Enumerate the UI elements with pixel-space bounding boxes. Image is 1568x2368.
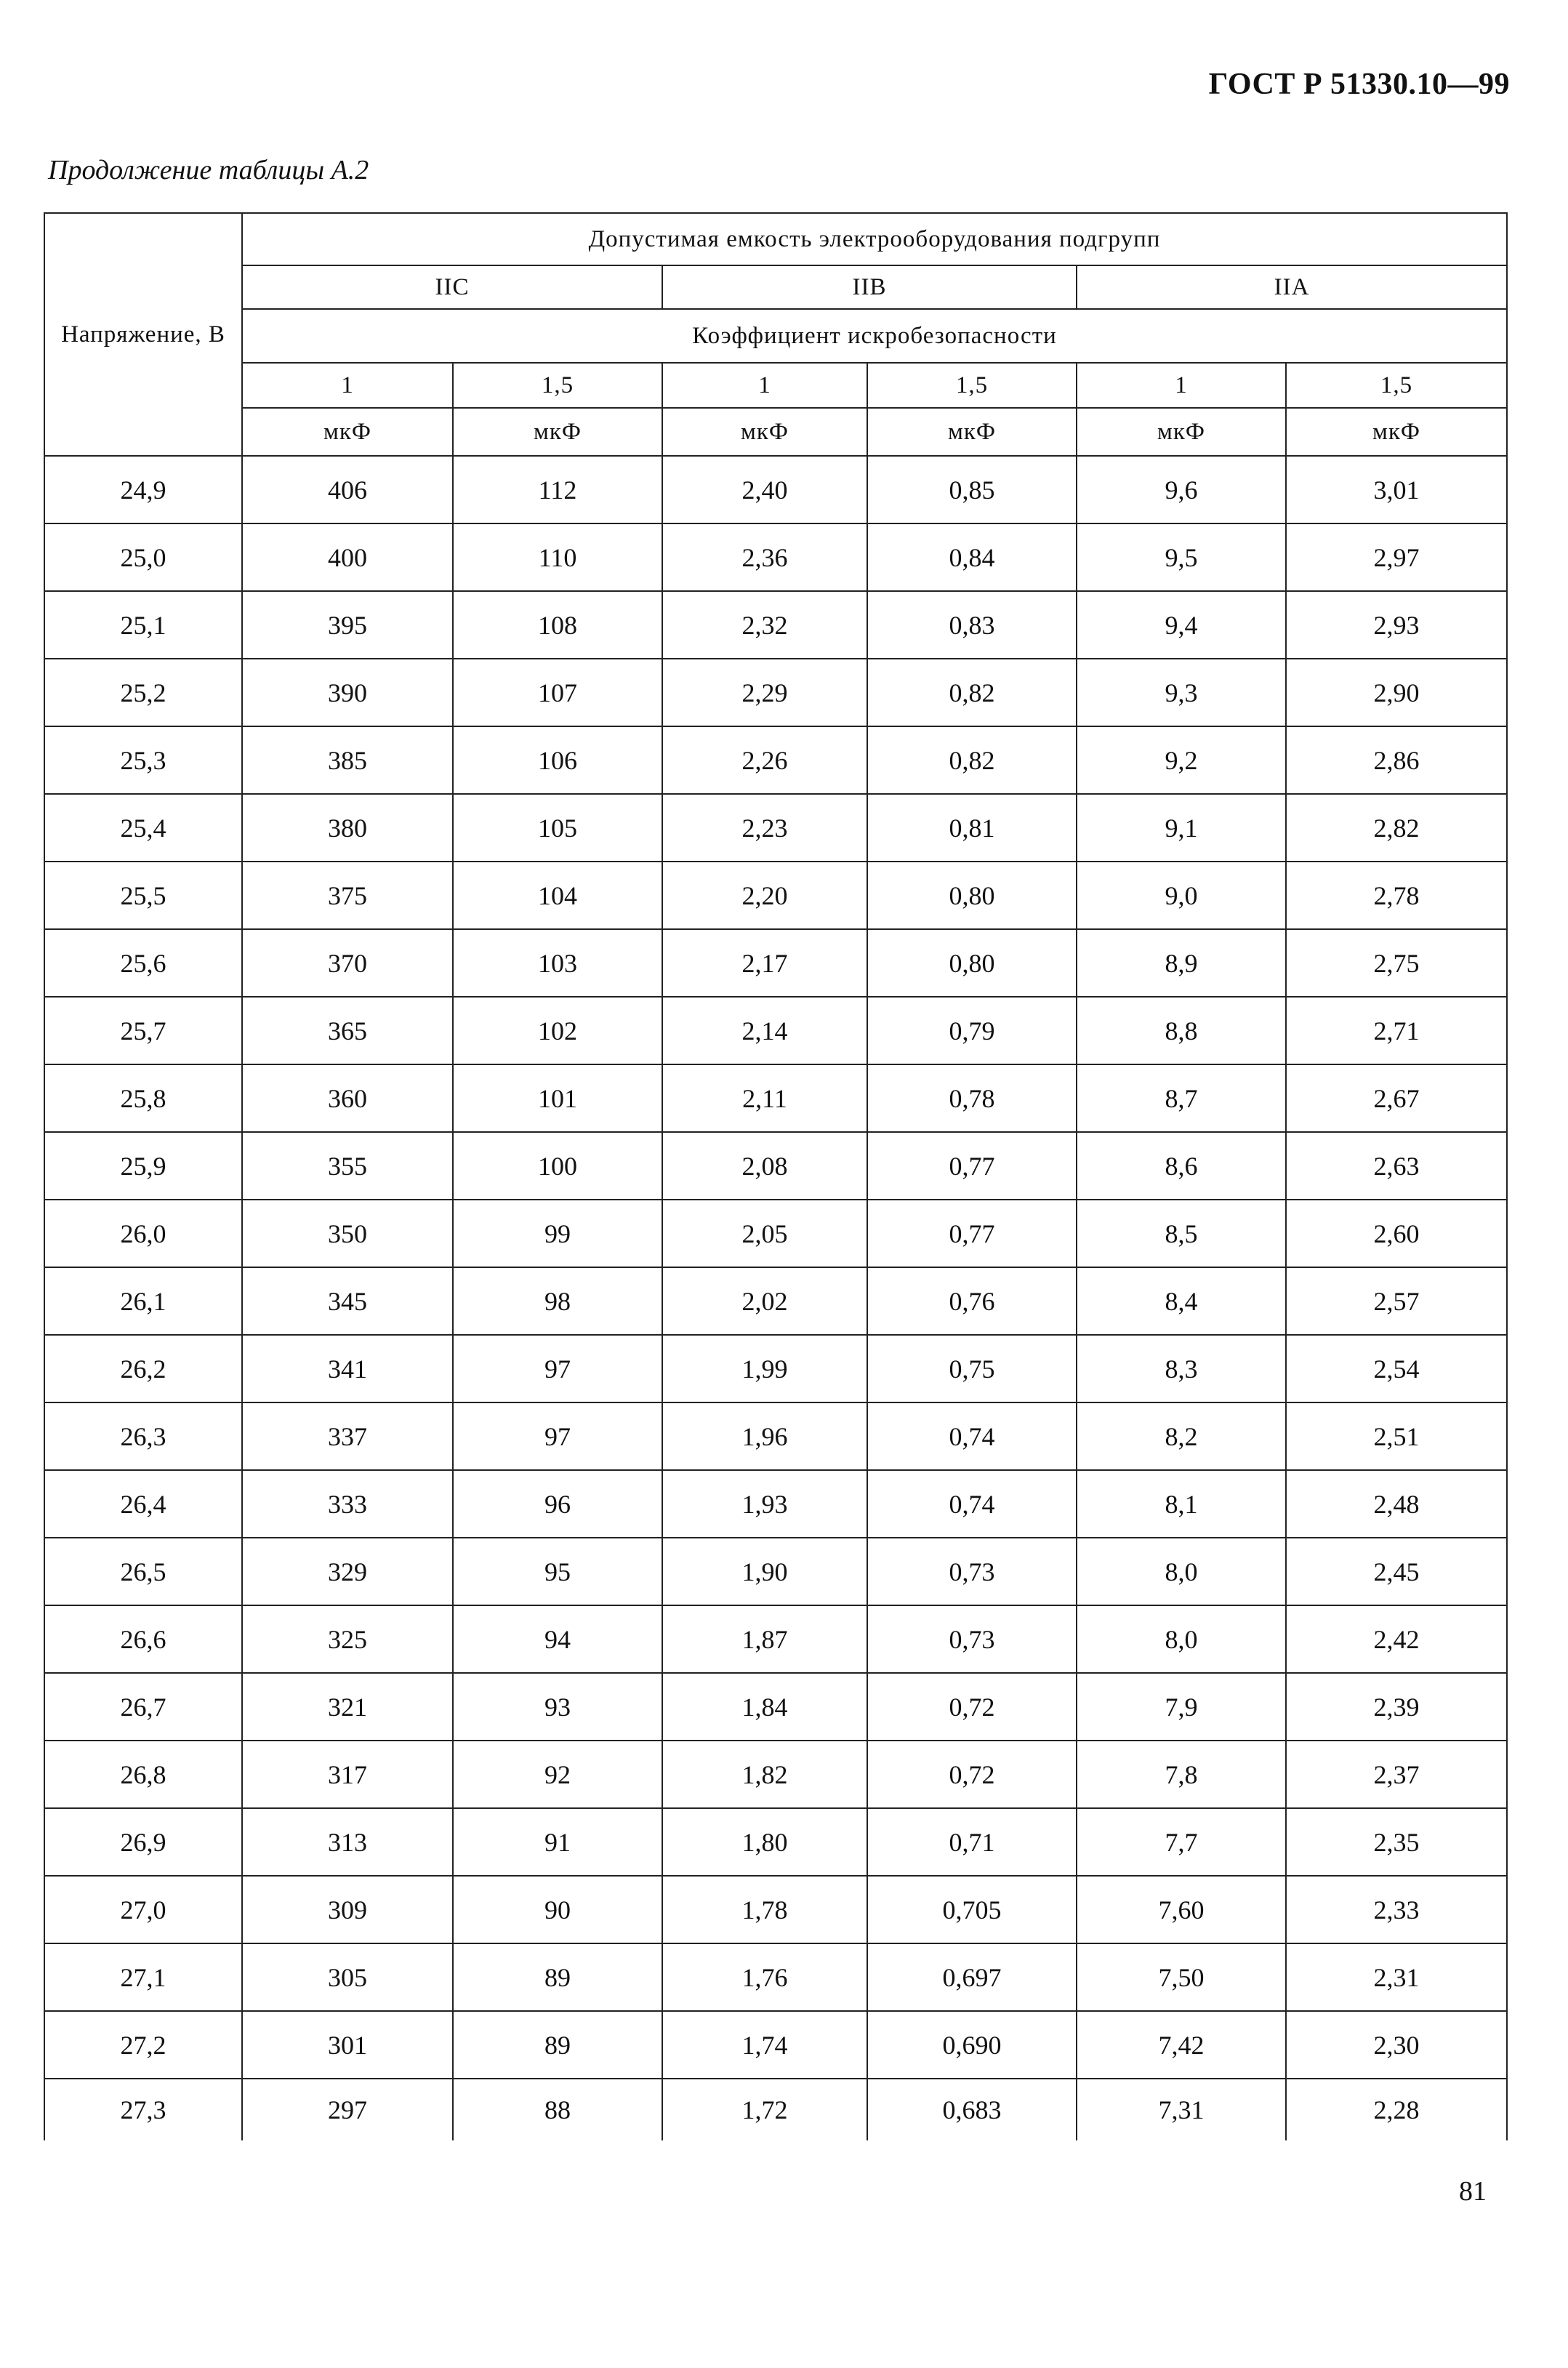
iia-k1-cell: 8,3 [1077,1335,1286,1402]
iic-k15-cell: 99 [453,1200,662,1267]
iic-k1-cell: 309 [242,1876,453,1943]
iia-k15-cell: 2,45 [1286,1538,1507,1605]
voltage-cell: 26,3 [44,1402,242,1470]
group-header-iia: IIA [1077,265,1507,309]
iib-k15-cell: 0,683 [867,2079,1077,2140]
iib-k1-cell: 1,82 [662,1741,867,1808]
voltage-cell: 27,3 [44,2079,242,2140]
coefficient-value: 1,5 [1286,363,1507,408]
iia-k1-cell: 8,5 [1077,1200,1286,1267]
iia-k15-cell: 2,37 [1286,1741,1507,1808]
iic-k1-cell: 345 [242,1267,453,1335]
voltage-cell: 25,8 [44,1064,242,1132]
voltage-header: Напряжение, В [44,213,242,456]
iia-k1-cell: 8,4 [1077,1267,1286,1335]
table-row [44,1200,1507,1267]
table-row [44,929,1507,997]
iib-k1-cell: 2,17 [662,929,867,997]
document-code: ГОСТ Р 51330.10—99 [1208,68,1510,101]
iia-k1-cell: 7,7 [1077,1808,1286,1876]
table-row [44,1673,1507,1741]
iib-k15-cell: 0,77 [867,1132,1077,1200]
voltage-cell: 25,1 [44,591,242,659]
iib-k1-cell: 1,78 [662,1876,867,1943]
iia-k15-cell: 2,57 [1286,1267,1507,1335]
iib-k15-cell: 0,705 [867,1876,1077,1943]
iia-k15-cell: 2,48 [1286,1470,1507,1538]
iib-k15-cell: 0,78 [867,1064,1077,1132]
table-row [44,1402,1507,1470]
iic-k1-cell: 341 [242,1335,453,1402]
header-row-coefficient-values [44,363,1507,408]
iia-k15-cell: 2,82 [1286,794,1507,862]
voltage-cell: 25,6 [44,929,242,997]
iib-k15-cell: 0,83 [867,591,1077,659]
iib-k1-cell: 2,05 [662,1200,867,1267]
iic-k1-cell: 297 [242,2079,453,2140]
voltage-cell: 24,9 [44,456,242,523]
iia-k15-cell: 2,97 [1286,523,1507,591]
iia-k15-cell: 2,51 [1286,1402,1507,1470]
iib-k1-cell: 1,76 [662,1943,867,2011]
iia-k1-cell: 9,5 [1077,523,1286,591]
voltage-cell: 25,0 [44,523,242,591]
iia-k1-cell: 8,1 [1077,1470,1286,1538]
capacity-header: Допустимая емкость электрооборудования подгрупп [242,213,1507,265]
iia-k15-cell: 2,63 [1286,1132,1507,1200]
iia-k15-cell: 2,67 [1286,1064,1507,1132]
iia-k1-cell: 8,6 [1077,1132,1286,1200]
iic-k1-cell: 313 [242,1808,453,1876]
iib-k15-cell: 0,71 [867,1808,1077,1876]
iia-k15-cell: 2,35 [1286,1808,1507,1876]
voltage-cell: 26,4 [44,1470,242,1538]
iia-k1-cell: 8,0 [1077,1538,1286,1605]
iia-k1-cell: 7,8 [1077,1741,1286,1808]
iic-k15-cell: 107 [453,659,662,726]
iib-k15-cell: 0,80 [867,929,1077,997]
iib-k1-cell: 1,87 [662,1605,867,1673]
table-row [44,1267,1507,1335]
iib-k1-cell: 2,14 [662,997,867,1064]
iib-k1-cell: 2,08 [662,1132,867,1200]
table-container [44,212,1506,2140]
iic-k1-cell: 337 [242,1402,453,1470]
iia-k1-cell: 9,0 [1077,862,1286,929]
iic-k15-cell: 89 [453,2011,662,2079]
voltage-cell: 26,8 [44,1741,242,1808]
voltage-cell: 27,0 [44,1876,242,1943]
iic-k15-cell: 93 [453,1673,662,1741]
voltage-cell: 26,9 [44,1808,242,1876]
iic-k15-cell: 94 [453,1605,662,1673]
iib-k1-cell: 2,11 [662,1064,867,1132]
iic-k15-cell: 92 [453,1741,662,1808]
iia-k1-cell: 8,2 [1077,1402,1286,1470]
voltage-cell: 25,9 [44,1132,242,1200]
iia-k1-cell: 9,1 [1077,794,1286,862]
iia-k1-cell: 8,7 [1077,1064,1286,1132]
table-row [44,726,1507,794]
table-row [44,1335,1507,1402]
iia-k15-cell: 2,42 [1286,1605,1507,1673]
iib-k1-cell: 1,93 [662,1470,867,1538]
iic-k15-cell: 106 [453,726,662,794]
table-row [44,1943,1507,2011]
iib-k15-cell: 0,74 [867,1402,1077,1470]
iia-k1-cell: 7,9 [1077,1673,1286,1741]
iia-k15-cell: 2,78 [1286,862,1507,929]
iic-k1-cell: 380 [242,794,453,862]
capacitance-table [44,212,1508,2140]
iib-k15-cell: 0,73 [867,1538,1077,1605]
iib-k1-cell: 2,23 [662,794,867,862]
iib-k15-cell: 0,81 [867,794,1077,862]
iib-k15-cell: 0,82 [867,659,1077,726]
iib-k15-cell: 0,75 [867,1335,1077,1402]
voltage-cell: 26,1 [44,1267,242,1335]
iia-k15-cell: 2,75 [1286,929,1507,997]
iic-k15-cell: 102 [453,997,662,1064]
iib-k1-cell: 2,20 [662,862,867,929]
iia-k1-cell: 8,8 [1077,997,1286,1064]
unit-label: мкФ [1077,408,1286,456]
iic-k1-cell: 406 [242,456,453,523]
iia-k15-cell: 2,90 [1286,659,1507,726]
table-row [44,591,1507,659]
iic-k15-cell: 97 [453,1335,662,1402]
iia-k1-cell: 7,31 [1077,2079,1286,2140]
iic-k15-cell: 95 [453,1538,662,1605]
coefficient-value: 1,5 [453,363,662,408]
iia-k15-cell: 2,30 [1286,2011,1507,2079]
group-header-iic: IIC [242,265,662,309]
iia-k15-cell: 2,39 [1286,1673,1507,1741]
iib-k1-cell: 1,90 [662,1538,867,1605]
coefficient-value: 1 [242,363,453,408]
group-header-iib: IIB [662,265,1077,309]
iib-k1-cell: 2,02 [662,1267,867,1335]
iic-k15-cell: 97 [453,1402,662,1470]
iic-k1-cell: 317 [242,1741,453,1808]
iia-k1-cell: 9,3 [1077,659,1286,726]
iic-k1-cell: 325 [242,1605,453,1673]
iib-k1-cell: 2,36 [662,523,867,591]
iic-k15-cell: 103 [453,929,662,997]
table-caption: Продолжение таблицы А.2 [48,155,369,185]
voltage-cell: 26,0 [44,1200,242,1267]
table-row [44,1741,1507,1808]
table-row [44,1808,1507,1876]
iib-k15-cell: 0,690 [867,2011,1077,2079]
iia-k1-cell: 7,60 [1077,1876,1286,1943]
iic-k1-cell: 350 [242,1200,453,1267]
iic-k15-cell: 98 [453,1267,662,1335]
iib-k1-cell: 1,96 [662,1402,867,1470]
iib-k15-cell: 0,76 [867,1267,1077,1335]
iib-k15-cell: 0,79 [867,997,1077,1064]
iia-k1-cell: 9,6 [1077,456,1286,523]
iib-k15-cell: 0,80 [867,862,1077,929]
table-row [44,862,1507,929]
iib-k1-cell: 2,26 [662,726,867,794]
table-row [44,997,1507,1064]
coefficient-header: Коэффициент искробезопасности [242,309,1507,363]
iib-k1-cell: 2,29 [662,659,867,726]
iib-k15-cell: 0,85 [867,456,1077,523]
iib-k15-cell: 0,73 [867,1605,1077,1673]
iia-k15-cell: 2,93 [1286,591,1507,659]
iic-k15-cell: 96 [453,1470,662,1538]
table-row [44,1064,1507,1132]
unit-label: мкФ [242,408,453,456]
header-row-groups [44,265,1507,309]
iib-k15-cell: 0,82 [867,726,1077,794]
voltage-cell: 26,2 [44,1335,242,1402]
voltage-cell: 25,7 [44,997,242,1064]
iia-k1-cell: 9,4 [1077,591,1286,659]
iic-k1-cell: 370 [242,929,453,997]
iic-k15-cell: 104 [453,862,662,929]
voltage-cell: 26,7 [44,1673,242,1741]
iic-k1-cell: 329 [242,1538,453,1605]
iic-k1-cell: 333 [242,1470,453,1538]
iia-k15-cell: 2,60 [1286,1200,1507,1267]
iia-k15-cell: 3,01 [1286,456,1507,523]
iib-k1-cell: 1,80 [662,1808,867,1876]
table-header [44,213,1507,456]
iia-k15-cell: 2,54 [1286,1335,1507,1402]
iic-k15-cell: 90 [453,1876,662,1943]
table-row [44,794,1507,862]
header-row-capacity [44,213,1507,265]
iib-k1-cell: 1,72 [662,2079,867,2140]
page-number: 81 [1459,2176,1487,2207]
iic-k15-cell: 89 [453,1943,662,2011]
table-row [44,1470,1507,1538]
table-body [44,456,1507,2140]
iic-k1-cell: 365 [242,997,453,1064]
iic-k15-cell: 101 [453,1064,662,1132]
iic-k1-cell: 400 [242,523,453,591]
iic-k15-cell: 100 [453,1132,662,1200]
iia-k15-cell: 2,71 [1286,997,1507,1064]
iib-k1-cell: 2,32 [662,591,867,659]
iia-k1-cell: 8,0 [1077,1605,1286,1673]
iic-k1-cell: 385 [242,726,453,794]
iic-k15-cell: 91 [453,1808,662,1876]
table-row [44,1876,1507,1943]
iia-k15-cell: 2,86 [1286,726,1507,794]
unit-label: мкФ [867,408,1077,456]
iia-k1-cell: 9,2 [1077,726,1286,794]
coefficient-value: 1,5 [867,363,1077,408]
iia-k15-cell: 2,33 [1286,1876,1507,1943]
iia-k15-cell: 2,31 [1286,1943,1507,2011]
iia-k15-cell: 2,28 [1286,2079,1507,2140]
iib-k15-cell: 0,72 [867,1741,1077,1808]
voltage-cell: 27,1 [44,1943,242,2011]
iic-k15-cell: 108 [453,591,662,659]
table-row [44,2079,1507,2140]
iia-k1-cell: 7,50 [1077,1943,1286,2011]
iib-k15-cell: 0,84 [867,523,1077,591]
iib-k1-cell: 1,74 [662,2011,867,2079]
iia-k1-cell: 8,9 [1077,929,1286,997]
unit-label: мкФ [453,408,662,456]
unit-label: мкФ [1286,408,1507,456]
iic-k15-cell: 112 [453,456,662,523]
iic-k1-cell: 305 [242,1943,453,2011]
iib-k1-cell: 1,99 [662,1335,867,1402]
iic-k1-cell: 355 [242,1132,453,1200]
coefficient-value: 1 [662,363,867,408]
iic-k1-cell: 360 [242,1064,453,1132]
voltage-cell: 25,5 [44,862,242,929]
coefficient-value: 1 [1077,363,1286,408]
table-row [44,2011,1507,2079]
iic-k15-cell: 88 [453,2079,662,2140]
voltage-cell: 26,5 [44,1538,242,1605]
table-row [44,659,1507,726]
table-row [44,1132,1507,1200]
table-row [44,456,1507,523]
iib-k1-cell: 1,84 [662,1673,867,1741]
voltage-cell: 25,3 [44,726,242,794]
iib-k15-cell: 0,77 [867,1200,1077,1267]
voltage-cell: 26,6 [44,1605,242,1673]
iic-k1-cell: 321 [242,1673,453,1741]
header-row-units [44,408,1507,456]
iic-k15-cell: 110 [453,523,662,591]
table-row [44,523,1507,591]
header-row-coefficient [44,309,1507,363]
voltage-cell: 25,2 [44,659,242,726]
voltage-cell: 25,4 [44,794,242,862]
voltage-cell: 27,2 [44,2011,242,2079]
iic-k15-cell: 105 [453,794,662,862]
unit-label: мкФ [662,408,867,456]
iib-k15-cell: 0,697 [867,1943,1077,2011]
iic-k1-cell: 390 [242,659,453,726]
iib-k15-cell: 0,74 [867,1470,1077,1538]
iia-k1-cell: 7,42 [1077,2011,1286,2079]
table-row [44,1605,1507,1673]
iic-k1-cell: 395 [242,591,453,659]
iic-k1-cell: 375 [242,862,453,929]
iib-k1-cell: 2,40 [662,456,867,523]
table-row [44,1538,1507,1605]
iic-k1-cell: 301 [242,2011,453,2079]
iib-k15-cell: 0,72 [867,1673,1077,1741]
